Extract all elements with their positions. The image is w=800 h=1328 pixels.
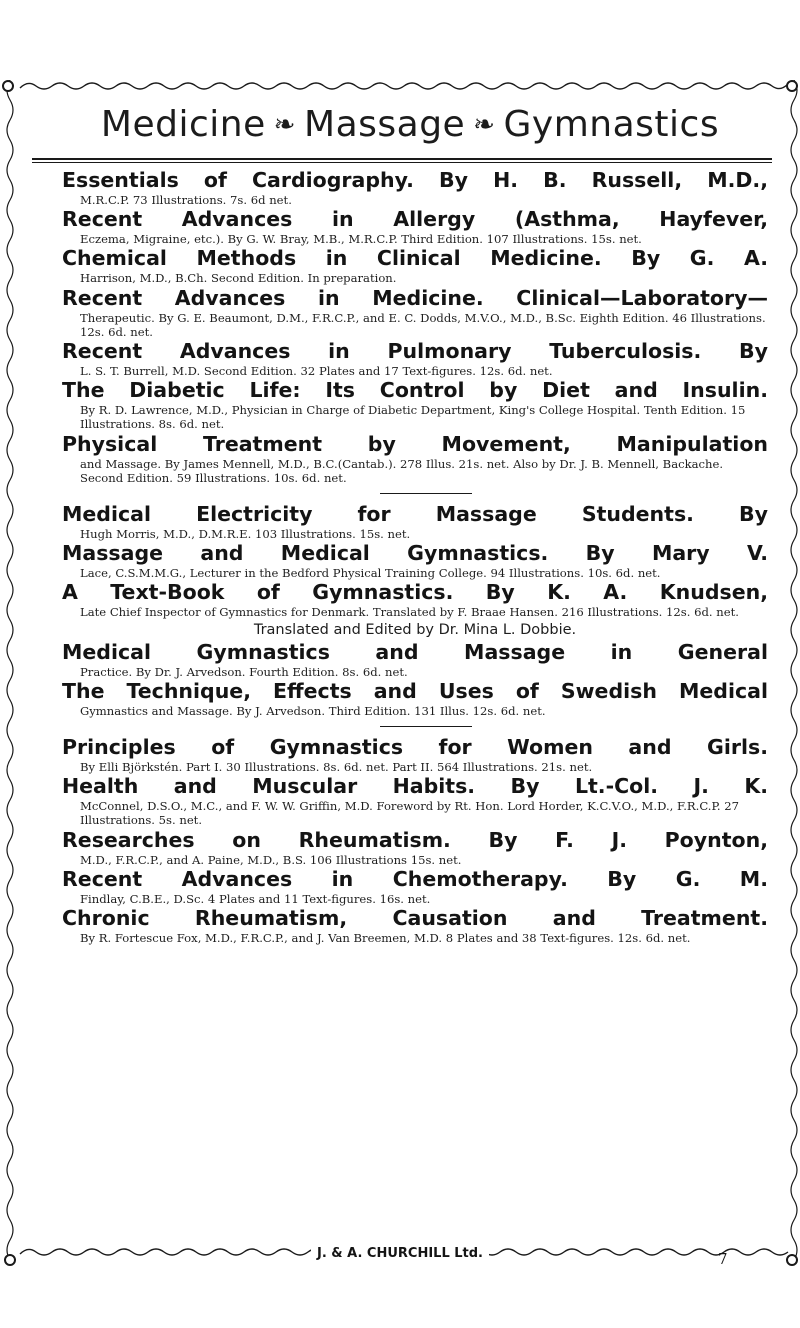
left-wavy-border (2, 80, 24, 1260)
book-title: Recent Advances in Pulmonary Tuberculosis. By (62, 339, 768, 364)
section-divider (380, 493, 472, 494)
leaf-ornament-icon: ❧ (273, 110, 297, 140)
book-entry (62, 432, 768, 485)
book-list (62, 168, 768, 945)
book-details: M.D., F.R.C.P., and A. Paine, M.D., B.S. 106 Illustrations 15s. net. (80, 852, 462, 867)
book-title: Recent Advances in Medicine. Clinical—Laboratory— (62, 285, 768, 310)
book-title: Health and Muscular Habits. By Lt.-Col. J. K. (62, 774, 768, 799)
book-title: The Technique, Effects and Uses of Swedish Medical (62, 678, 768, 703)
book-title: Essentials of Cardiography. By H. B. Russell, M.D., (62, 168, 768, 192)
top-wavy-border (14, 58, 794, 98)
corner-ornament-top-left (2, 80, 14, 92)
book-details: and Massage. By James Mennell, M.D., B.C.(Cantab.). 278 Illus. 21s. net. Also by Dr. J. B. Mennell, Backache. Second Edition. 59 Illustrations. 10s. 6d. net. (80, 456, 724, 485)
publisher-imprint (0, 1246, 800, 1261)
book-entry (62, 541, 768, 580)
book-entry (62, 286, 768, 339)
book-entry (62, 207, 768, 246)
book-details: Eczema, Migraine, etc.). By G. W. Bray, M.B., M.R.C.P. Third Edition. 107 Illustrations. 15s. net. (80, 232, 642, 247)
book-title: Massage and Medical Gymnastics. By Mary V. (62, 541, 768, 566)
book-title: A Text-Book of Gymnastics. By K. A. Knudsen, (62, 580, 768, 605)
book-title: Recent Advances in Chemotherapy. By G. M. (62, 866, 768, 891)
book-entry (62, 774, 768, 827)
header-medicine: Medicine (100, 104, 266, 145)
book-details: L. S. T. Burrell, M.D. Second Edition. 32 Plates and 17 Text-figures. 12s. 6d. net. (80, 364, 553, 379)
book-details: McConnel, D.S.O., M.C., and F. W. W. Griffin, M.D. Foreword by Rt. Hon. Lord Horder, K.C.V.O., M.D., F.R.C.P. 27 Illustrations. 5s. net. (80, 799, 740, 828)
book-entry (62, 378, 768, 431)
section-divider (380, 726, 472, 727)
book-title: Researches on Rheumatism. By F. J. Poynton, (62, 827, 768, 852)
book-entry (62, 502, 768, 541)
book-details: Therapeutic. By G. E. Beaumont, D.M., F.R.C.P., and E. C. Dodds, M.V.O., M.D., B.Sc. Eighth Edition. 46 Illustrations. 12s. 6d. net. (80, 310, 766, 339)
book-title: Chemical Methods in Clinical Medicine. By G. A. (62, 246, 768, 271)
book-entry (62, 339, 768, 378)
book-details: Practice. By Dr. J. Arvedson. Fourth Edition. 8s. 6d. net. (80, 664, 408, 679)
header-gymnastics: Gymnastics (503, 104, 720, 145)
leaf-ornament-icon: ❧ (473, 110, 496, 140)
translator-note: Translated and Edited by Dr. Mina L. Dobbie. (253, 621, 577, 638)
book-title: Recent Advances in Allergy (Asthma, Hayfever, (62, 207, 768, 232)
book-details: Lace, C.S.M.M.G., Lecturer in the Bedford Physical Training College. 94 Illustrations. 10s. 6d. net. (80, 566, 661, 581)
right-wavy-border (782, 80, 800, 1260)
header-massage: Massage (304, 104, 466, 145)
book-title: Chronic Rheumatism, Causation and Treatment. (62, 906, 768, 931)
book-entry (62, 168, 768, 207)
header-rule (32, 158, 772, 160)
book-title: Medical Electricity for Massage Students. By (62, 502, 768, 527)
book-details: By R. Fortescue Fox, M.D., F.R.C.P., and J. Van Breemen, M.D. 8 Plates and 38 Text-figures. 12s. 6d. net. (80, 931, 691, 946)
book-title: Physical Treatment by Movement, Manipulation (62, 431, 768, 456)
book-entry (62, 906, 768, 945)
book-details: Gymnastics and Massage. By J. Arvedson. Third Edition. 131 Illus. 12s. 6d. net. (80, 703, 546, 718)
page-number: 7 (718, 1250, 728, 1268)
book-title: Medical Gymnastics and Massage in General (62, 639, 768, 664)
book-entry (62, 828, 768, 867)
book-entry (62, 580, 768, 619)
book-title: Principles of Gymnastics for Women and Girls. (62, 735, 768, 760)
book-details: Harrison, M.D., B.Ch. Second Edition. In preparation. (80, 271, 397, 286)
publisher-name: J. & A. CHURCHILL Ltd. (311, 1246, 489, 1261)
corner-ornament-top-right (786, 80, 798, 92)
book-entry (62, 735, 768, 774)
book-details: Hugh Morris, M.D., D.M.R.E. 103 Illustrations. 15s. net. (80, 527, 411, 542)
book-entry (62, 246, 768, 285)
header-rule-thin (32, 162, 772, 163)
book-title: The Diabetic Life: Its Control by Diet and Insulin. (62, 378, 768, 403)
book-entry (62, 640, 768, 679)
book-details: Late Chief Inspector of Gymnastics for Denmark. Translated by F. Braae Hansen. 216 Illustrations. 12s. 6d. net. (80, 605, 739, 620)
book-details: Findlay, C.B.E., D.Sc. 4 Plates and 11 Text-figures. 16s. net. (80, 891, 431, 906)
book-details: By R. D. Lawrence, M.D., Physician in Charge of Diabetic Department, King's College Hospital. Tenth Edition. 15 Illustrations. 8s. 6d. net. (80, 403, 746, 432)
book-entry (62, 679, 768, 718)
book-details: M.R.C.P. 73 Illustrations. 7s. 6d net. (80, 193, 292, 207)
book-entry (62, 867, 768, 906)
page-header (30, 104, 790, 160)
book-details: By Elli Björkstén. Part I. 30 Illustrations. 8s. 6d. net. Part II. 564 Illustrations. 21s. net. (80, 760, 593, 775)
